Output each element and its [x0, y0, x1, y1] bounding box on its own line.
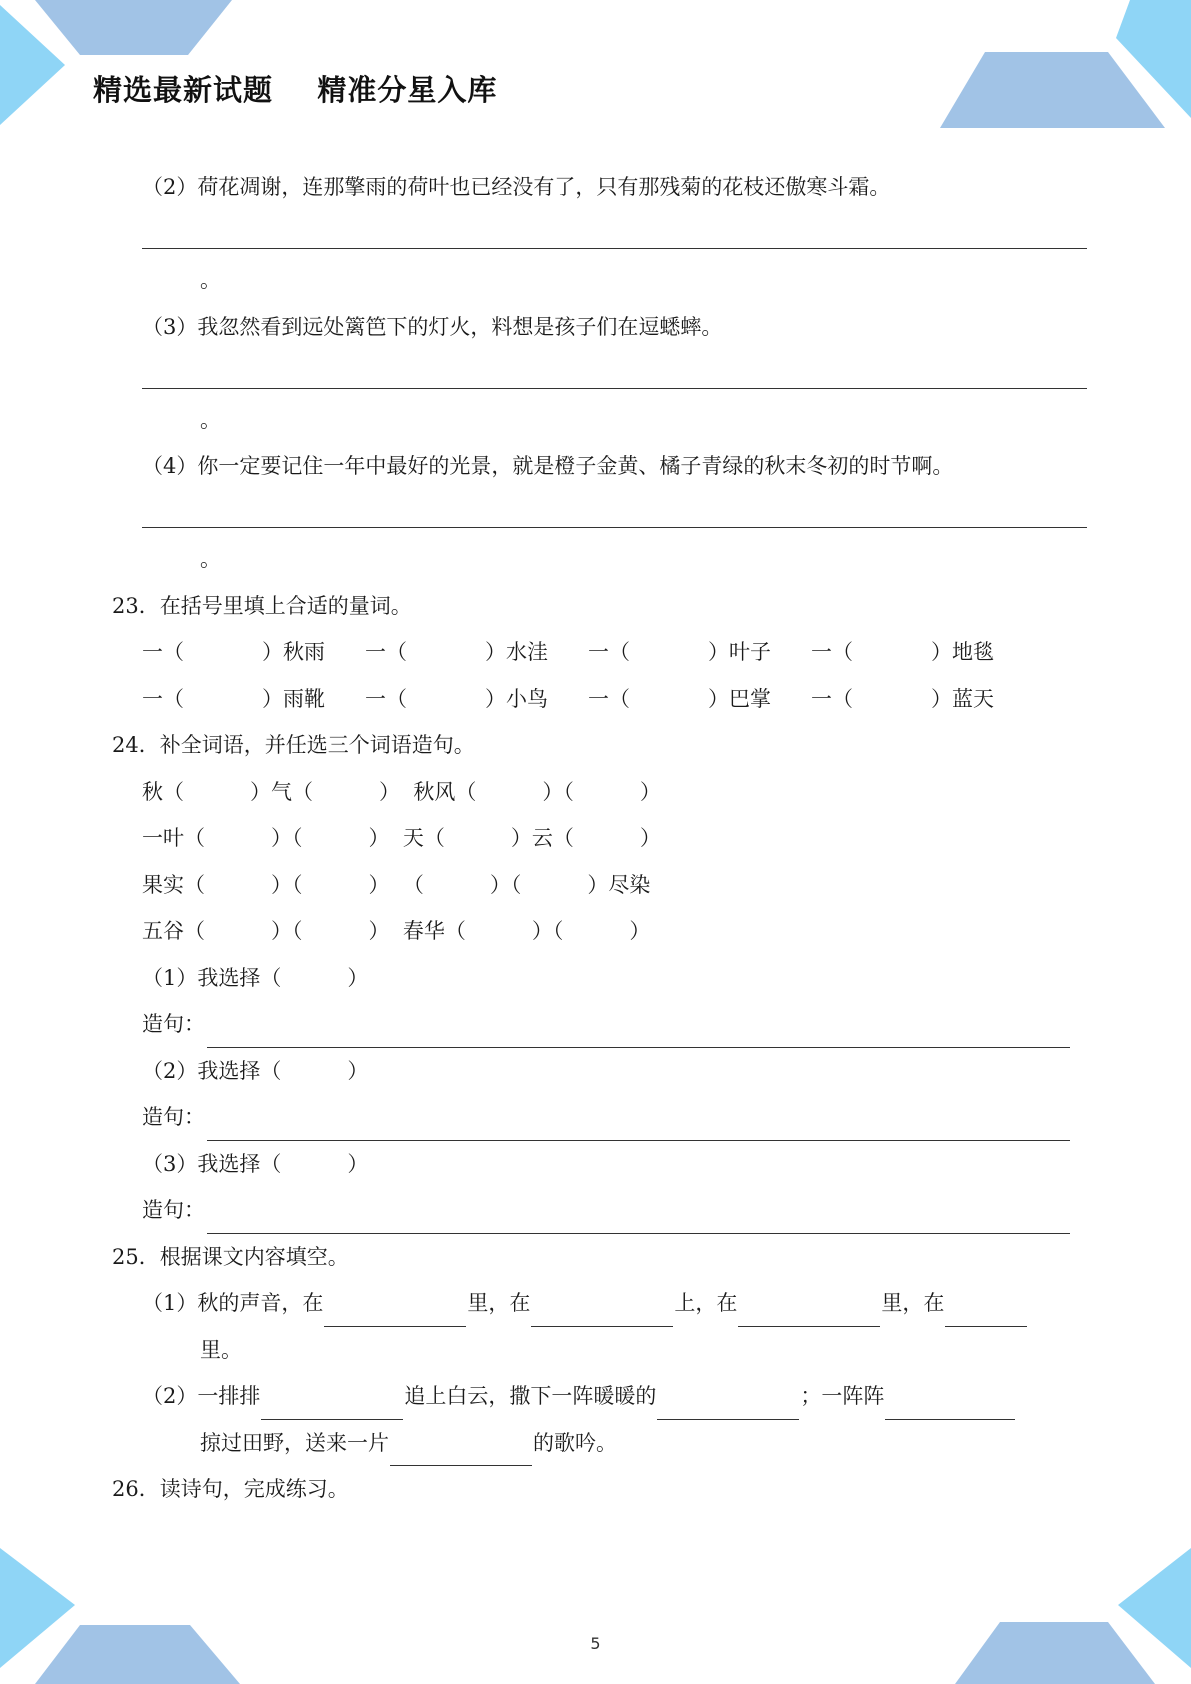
q23-word: ）巴掌 — [708, 686, 771, 711]
q24-choice-label: （1）我选择（ — [142, 965, 282, 990]
bottom-right-decoration — [955, 1548, 1191, 1684]
q24-word-row-2 — [112, 815, 1082, 862]
q23-open: 一（ — [811, 640, 853, 664]
q24-word-row-4 — [112, 908, 1082, 955]
q24-title: 24．补全词语，并任选三个词语造句。 — [112, 733, 475, 757]
q24-part: ） （ — [368, 872, 424, 897]
q25-text: 里，在 — [881, 1291, 945, 1315]
bottom-left-decoration — [0, 1548, 240, 1684]
q22-end-2: 。 — [200, 268, 221, 292]
q25-item-1 — [112, 1280, 1082, 1327]
q25-blank[interactable] — [531, 1300, 673, 1327]
q24-choice-3 — [112, 1141, 1082, 1188]
q23-word: ）地毯 — [931, 640, 994, 664]
q23-open: 一（ — [365, 686, 407, 711]
q24-sentence-label: 造句： — [142, 1198, 205, 1222]
q25-text: 里，在 — [467, 1291, 531, 1315]
q22-item-2: （2）荷花凋谢，连那擎雨的荷叶也已经没有了，只有那残菊的花枝还傲寒斗霜。 — [142, 175, 891, 199]
q25-blank[interactable] — [945, 1300, 1027, 1327]
q25-blank[interactable] — [324, 1300, 466, 1327]
q22-end-4: 。 — [200, 547, 221, 571]
q23-word: ）小鸟 — [485, 686, 548, 711]
q25-item-1-cont — [112, 1327, 1082, 1374]
q25-item-2-cont — [112, 1420, 1082, 1467]
q22-answer-line-2[interactable] — [112, 211, 1082, 258]
q25-blank[interactable] — [261, 1393, 403, 1420]
q22-end-3: 。 — [200, 407, 221, 432]
q25-text: 里。 — [200, 1337, 242, 1362]
q25-text: 上，在 — [674, 1291, 738, 1315]
worksheet-content — [112, 164, 1082, 1513]
q25-text: （1）秋的声音，在 — [142, 1291, 324, 1315]
q24-choice-close: ） — [347, 965, 369, 990]
q23-open: 一（ — [588, 640, 630, 664]
q25-item-2 — [112, 1373, 1082, 1420]
q25-text: ；一阵阵 — [800, 1384, 885, 1408]
page-number: 5 — [590, 1634, 601, 1653]
q23-word: ）雨靴 — [262, 686, 325, 711]
q22-answer-line-3[interactable] — [112, 350, 1082, 397]
q24-choice-1 — [112, 955, 1082, 1002]
q24-sentence-label: 造句： — [142, 1105, 205, 1129]
q23-open: 一（ — [142, 686, 184, 711]
q24-choice-2 — [112, 1048, 1082, 1095]
q24-sentence-line[interactable] — [207, 1205, 1070, 1234]
q24-part: ） 天（ — [368, 826, 445, 850]
q23-open: 一（ — [811, 686, 853, 711]
header-title: 精选最新试题 精准分星入库 — [93, 73, 498, 107]
q24-sentence-2 — [112, 1094, 1082, 1141]
top-right-decoration — [940, 0, 1191, 128]
q23-row-2 — [112, 676, 1082, 723]
q24-part: ） — [629, 919, 651, 943]
q24-choice-close: ） — [347, 1151, 369, 1176]
q23-title: 23．在括号里填上合适的量词。 — [112, 593, 412, 618]
q24-part: ）（ — [271, 919, 303, 943]
q22-answer-line-4[interactable] — [112, 490, 1082, 537]
q23-word: ）蓝天 — [931, 686, 994, 711]
q24-sentence-line[interactable] — [207, 1112, 1070, 1141]
q24-part: ）气（ — [250, 779, 313, 804]
q25-text: 的歌吟。 — [533, 1430, 617, 1455]
q24-part: ）（ — [271, 826, 303, 850]
q24-part: ） — [639, 779, 661, 804]
q24-choice-label: （2）我选择（ — [142, 1058, 282, 1083]
q24-word-row-3 — [112, 862, 1082, 909]
q24-sentence-label: 造句： — [142, 1012, 205, 1036]
q24-part: 果实（ — [142, 872, 205, 897]
q24-choice-label: （3）我选择（ — [142, 1151, 282, 1176]
q26-title: 26．读诗句，完成练习。 — [112, 1477, 349, 1501]
q24-part: 一叶（ — [142, 826, 205, 850]
q23-row-1 — [112, 629, 1082, 676]
q24-part: 秋（ — [142, 779, 184, 804]
top-left-trapezoid — [35, 0, 232, 55]
q24-choice-close: ） — [347, 1058, 369, 1083]
q25-text: 追上白云，撒下一阵暖暖的 — [404, 1384, 657, 1408]
q23-open: 一（ — [588, 686, 630, 711]
q24-part: ）（ — [489, 872, 522, 897]
q24-sentence-3 — [112, 1187, 1082, 1234]
q23-word: ）叶子 — [708, 640, 771, 664]
q24-part: 五谷（ — [142, 919, 205, 943]
q24-part: ）云（ — [510, 826, 574, 850]
q24-part: ） — [639, 826, 661, 850]
q25-blank[interactable] — [390, 1439, 532, 1466]
q24-sentence-1 — [112, 1001, 1082, 1048]
bottom-right-trapezoid — [955, 1622, 1155, 1684]
q24-part: ）（ — [531, 919, 564, 943]
q24-part: ） 秋风（ — [379, 779, 477, 804]
q23-open: 一（ — [365, 640, 407, 664]
q25-blank[interactable] — [657, 1393, 799, 1420]
q24-word-row-1 — [112, 769, 1082, 816]
q22-item-3: （3）我忽然看到远处篱笆下的灯火，料想是孩子们在逗蟋蟀。 — [142, 314, 723, 339]
q24-part: ） 春华（ — [368, 919, 466, 943]
q24-part: ）（ — [271, 872, 303, 897]
q25-text: （2）一排排 — [142, 1384, 261, 1408]
q25-title: 25．根据课文内容填空。 — [112, 1244, 349, 1269]
q22-item-4: （4）你一定要记住一年中最好的光景，就是橙子金黄、橘子青绿的秋末冬初的时节啊。 — [142, 454, 954, 478]
q25-text: 掠过田野，送来一片 — [200, 1430, 389, 1455]
q25-blank[interactable] — [885, 1393, 1015, 1420]
q24-part: ）尽染 — [587, 872, 651, 897]
q23-word: ）秋雨 — [262, 640, 325, 664]
q23-open: 一（ — [142, 640, 184, 664]
q24-part: ）（ — [542, 779, 574, 804]
q25-blank[interactable] — [738, 1300, 880, 1327]
q24-sentence-line[interactable] — [207, 1019, 1070, 1048]
top-right-trapezoid — [940, 52, 1165, 128]
q23-word: ）水洼 — [485, 640, 548, 664]
